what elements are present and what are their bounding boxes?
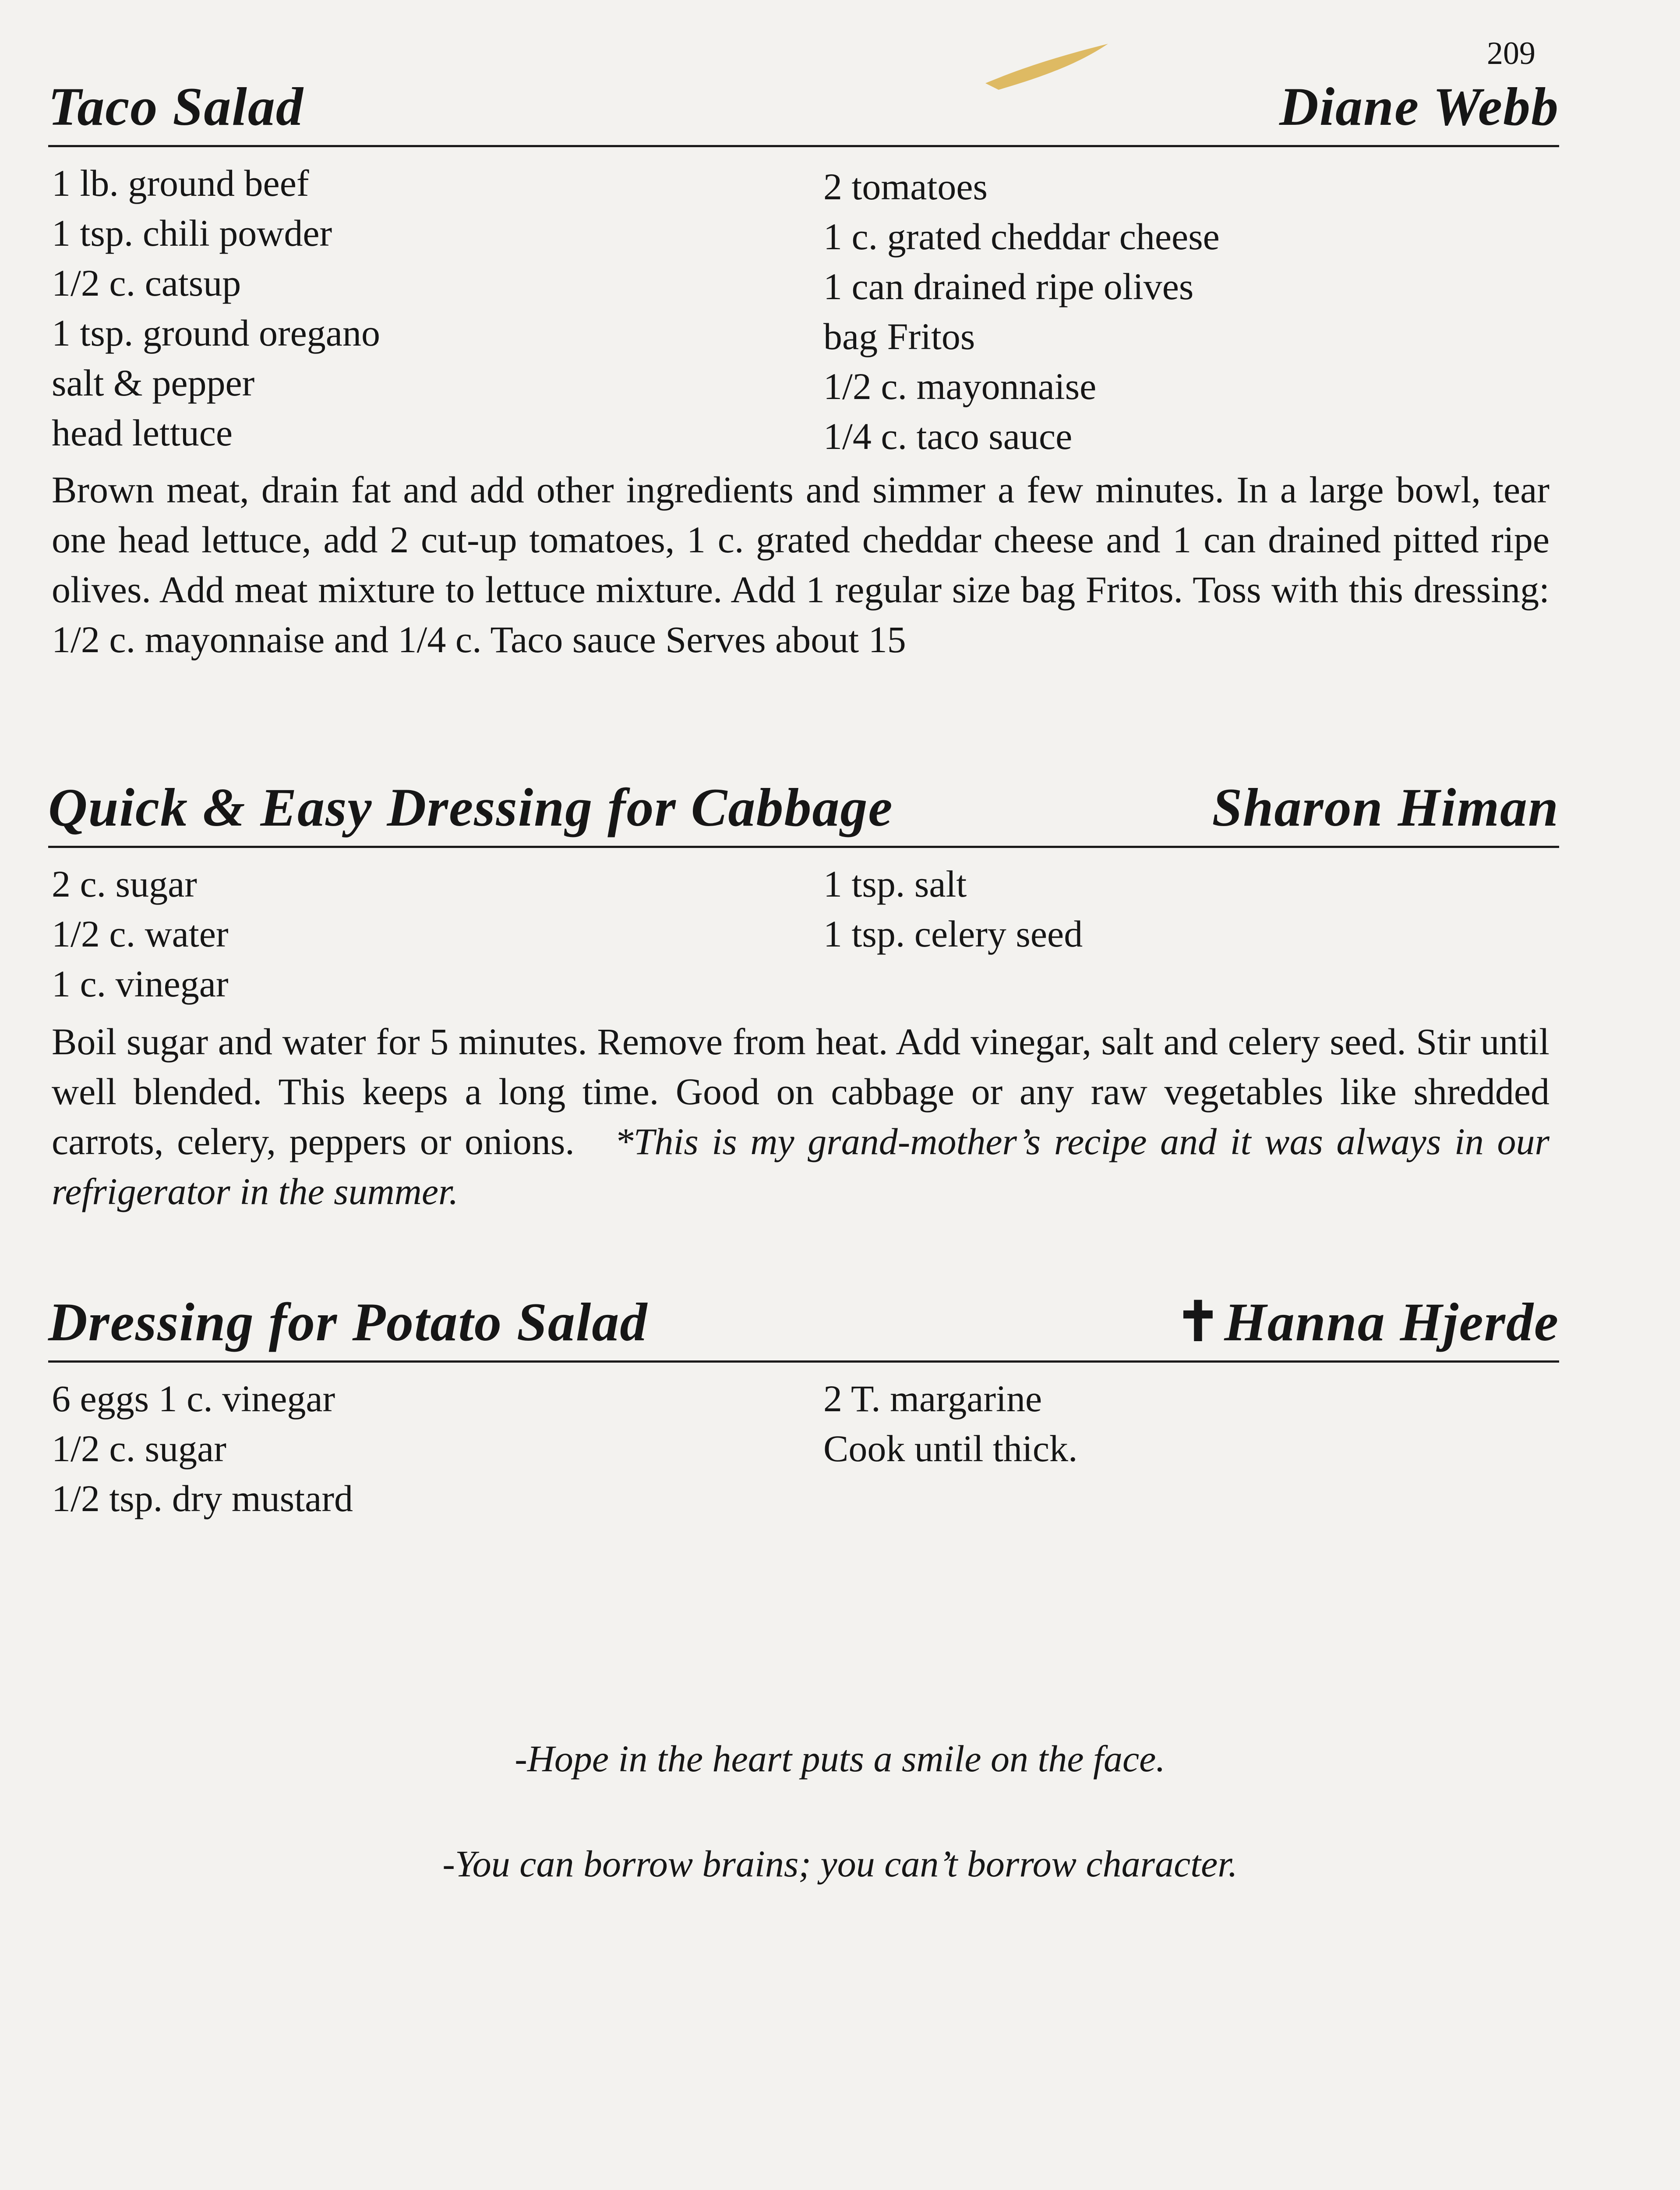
page-number: 209 <box>1487 35 1535 71</box>
recipe-header <box>48 77 1559 142</box>
ingredients-right-column <box>823 1374 1078 1473</box>
quote-character: -You can borrow brains; you can’t borrow character. <box>442 1843 1238 1885</box>
recipe-cabbage-dressing <box>48 777 1559 1216</box>
recipe-author: Sharon Himan <box>1212 777 1559 837</box>
ingredient: 1/4 c. taco sauce <box>823 415 1073 457</box>
ingredient: 1 tsp. chili powder <box>52 212 332 254</box>
title-rule <box>48 145 1559 147</box>
ingredient: 1/2 c. catsup <box>52 262 241 304</box>
ingredient: 1 tsp. ground oregano <box>52 312 380 354</box>
recipe-taco-salad <box>48 77 1559 664</box>
ingredient: 2 c. sugar <box>52 863 197 905</box>
ingredient: 1 lb. ground beef <box>52 162 309 204</box>
ingredient: salt & pepper <box>52 362 255 404</box>
ingredient: 1 tsp. salt <box>823 863 967 905</box>
ingredients <box>48 158 1559 465</box>
ingredients-right-column <box>823 162 1220 461</box>
cross-icon: ✝ <box>1175 1292 1222 1352</box>
author-name: Hanna Hjerde <box>1224 1292 1559 1352</box>
recipe-directions <box>52 1017 1549 1216</box>
quote-hope: -Hope in the heart puts a smile on the face. <box>515 1738 1165 1780</box>
recipe-author <box>1175 1290 1559 1353</box>
directions-note: *This is my grand-mother’s recipe and it was always in our refrigerator in the summer. <box>52 1120 1550 1212</box>
ingredient: Cook until thick. <box>823 1427 1078 1469</box>
ingredient: head lettuce <box>52 412 233 454</box>
ingredient: 2 tomatoes <box>823 166 988 208</box>
title-rule <box>48 846 1559 848</box>
ingredient: bag Fritos <box>823 315 975 357</box>
title-rule <box>48 1360 1559 1363</box>
recipe-author: Diane Webb <box>1279 77 1559 137</box>
ingredient: 1 c. grated cheddar cheese <box>823 215 1220 258</box>
recipe-directions <box>52 465 1549 664</box>
directions-text: Brown meat, drain fat and add other ingredients and simmer a few minutes. In a large bowl, tear one head lettuce, add 2 cut-up tomatoes, 1 c. grated cheddar cheese and 1 can drained pitted ripe olives. Add meat mixture to lettuce mixture. Add 1 regular size bag Fritos. Toss with this dressing: 1/2 c. mayonnaise and 1/4 c. Taco sauce Serves about 15 <box>52 469 1549 661</box>
ingredient: 1 can drained ripe olives <box>823 265 1194 307</box>
ingredient: 1 tsp. celery seed <box>823 913 1083 955</box>
ingredient: 1 c. vinegar <box>52 963 229 1005</box>
ingredients <box>48 1374 1559 1531</box>
ingredient: 1/2 c. sugar <box>52 1427 226 1469</box>
recipe-title: Dressing for Potato Salad <box>48 1292 648 1352</box>
directions-text: Boil sugar and water for 5 minutes. Remove from heat. Add vinegar, salt and celery seed. Stir until well blended. This keeps a long time. Good on cabbage or any raw vegetables like shredded carrots, celery, peppers or onions. <box>52 1021 1549 1162</box>
ingredient: 2 T. margarine <box>823 1378 1042 1420</box>
recipe-title: Taco Salad <box>48 77 304 137</box>
ingredient: 6 eggs 1 c. vinegar <box>52 1378 335 1420</box>
ingredient: 1/2 c. mayonnaise <box>823 365 1097 407</box>
ingredient: 1/2 c. water <box>52 913 229 955</box>
recipe-potato-salad-dressing <box>48 1292 1559 1531</box>
ingredients-left-column <box>52 1374 353 1523</box>
recipe-header <box>48 777 1559 843</box>
ingredients-left-column <box>52 158 380 458</box>
ingredients-left-column <box>52 859 229 1009</box>
recipe-header <box>48 1292 1559 1358</box>
recipe-title: Quick & Easy Dressing for Cabbage <box>48 777 893 837</box>
ingredients-right-column <box>823 859 1083 959</box>
ingredients <box>48 859 1559 1017</box>
ingredient: 1/2 tsp. dry mustard <box>52 1477 353 1519</box>
